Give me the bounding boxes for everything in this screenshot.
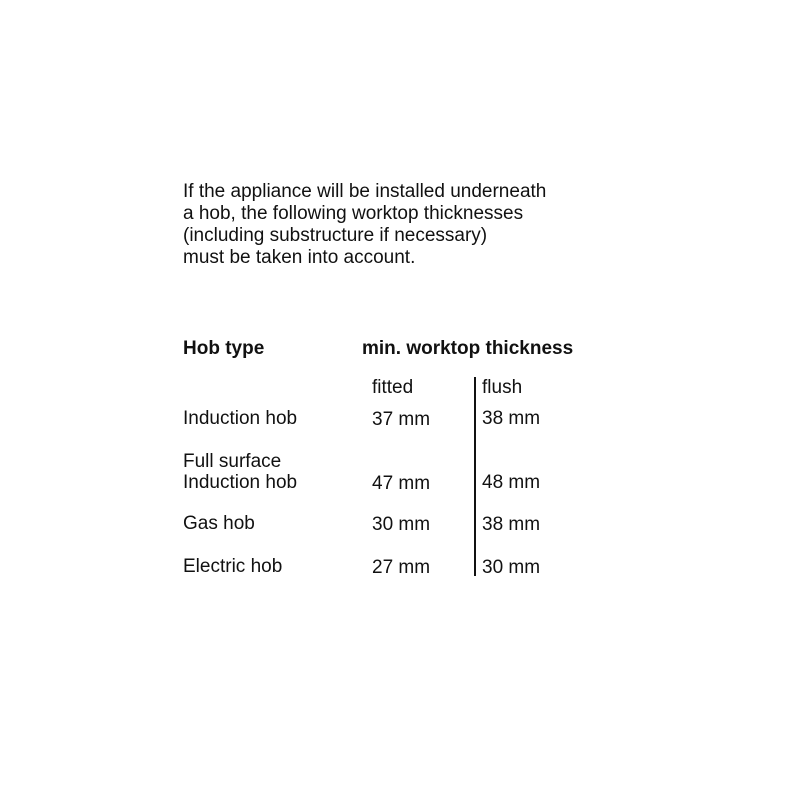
intro-line: a hob, the following worktop thicknesses bbox=[183, 203, 524, 224]
subheader-flush: flush bbox=[482, 377, 523, 398]
row-flush-value: 48 mm bbox=[482, 472, 541, 493]
subheader-fitted: fitted bbox=[372, 377, 414, 398]
header-min-worktop-thickness: min. worktop thickness bbox=[362, 338, 574, 359]
intro-line: If the appliance will be installed underneath bbox=[183, 181, 547, 202]
row-label-gas-hob: Gas hob bbox=[183, 513, 255, 534]
row-flush-value: 30 mm bbox=[482, 557, 541, 578]
row-label-full-surface-line2: Induction hob bbox=[183, 472, 298, 493]
row-fitted-value: 37 mm bbox=[372, 409, 431, 430]
row-fitted-value: 27 mm bbox=[372, 557, 431, 578]
intro-line: must be taken into account. bbox=[183, 247, 416, 268]
intro-paragraph bbox=[183, 181, 663, 269]
intro-line: (including substructure if necessary) bbox=[183, 225, 488, 246]
row-fitted-value: 30 mm bbox=[372, 514, 431, 535]
row-label-full-surface-line1: Full surface bbox=[183, 451, 282, 472]
row-fitted-value: 47 mm bbox=[372, 473, 431, 494]
column-divider bbox=[474, 377, 476, 576]
row-label-electric-hob: Electric hob bbox=[183, 556, 283, 577]
row-label-induction-hob: Induction hob bbox=[183, 408, 298, 429]
row-flush-value: 38 mm bbox=[482, 514, 541, 535]
row-flush-value: 38 mm bbox=[482, 408, 541, 429]
header-hob-type: Hob type bbox=[183, 338, 265, 359]
